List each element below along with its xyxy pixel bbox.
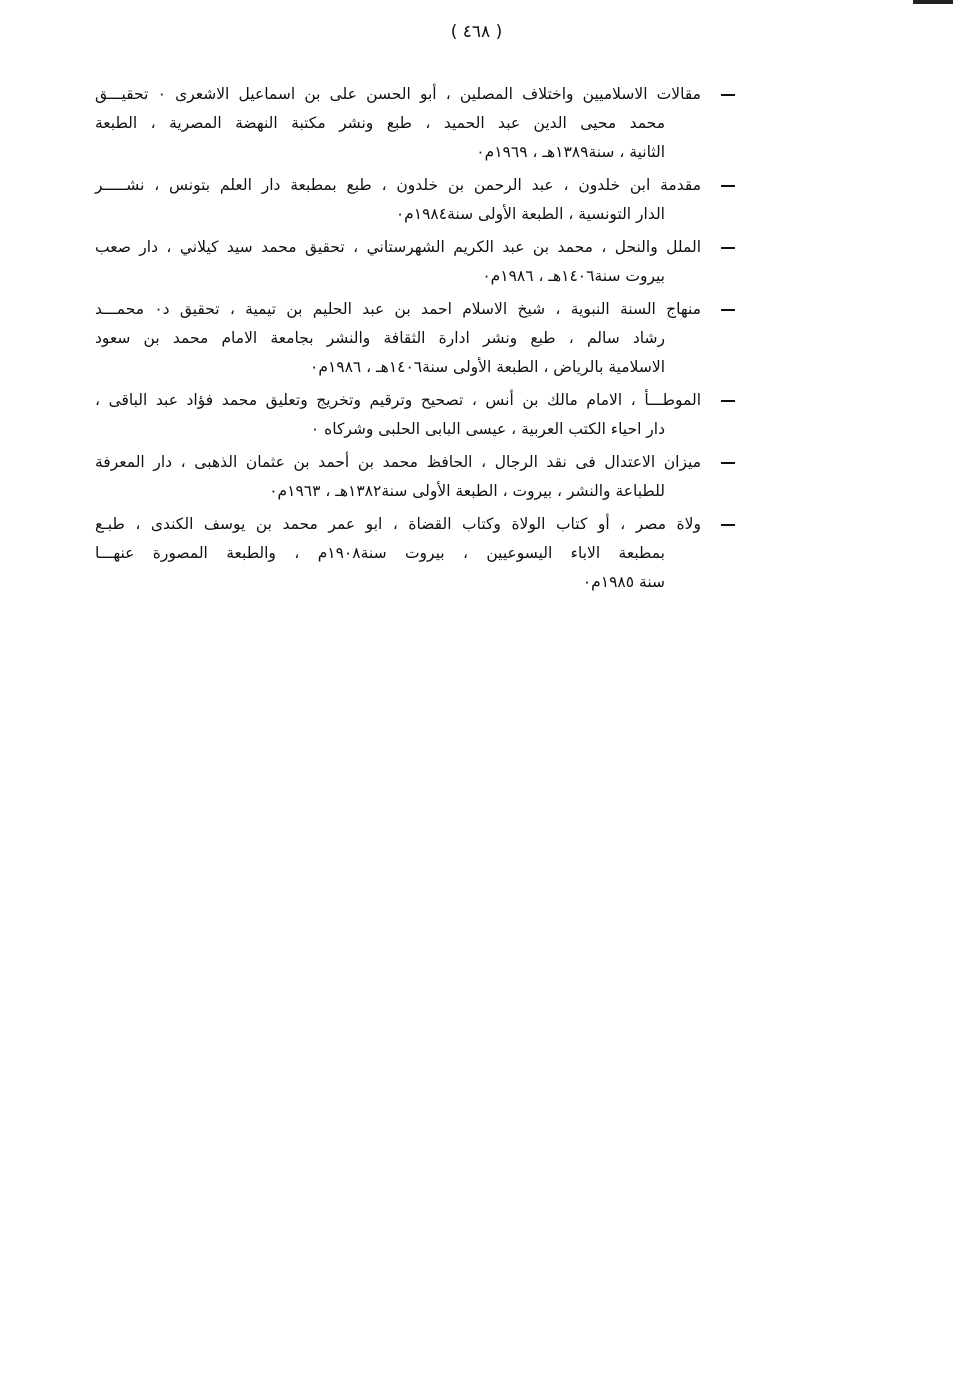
page-number: ( ٤٦٨ ) [450,22,503,42]
entry-line: رشاد سالم ، طبع ونشر ادارة الثقافة والنشر بجامعة الامام محمد بن سعود [95,329,665,347]
bibliography-entry [95,233,735,291]
entry-line: الاسلامية بالرياض ، الطبعة الأولى سنة١٤٠٦هـ ، ١٩٨٦م٠ [310,358,665,376]
entry-line: دار احياء الكتب العربية ، عيسى البابى الحلبى وشركاه ٠ [310,420,665,438]
entry-line: سنة ١٩٨٥م٠ [582,573,665,591]
entry-dash [721,94,735,96]
scan-edge-mark [913,0,953,4]
entry-line: محمد محيى الدين عبد الحميد ، طبع ونشر مكتبة النهضة المصرية ، الطبعة [95,114,665,132]
bibliography-entry [95,386,735,444]
entry-line: ميزان الاعتدال فى نقد الرجال ، الحافظ محمد بن أحمد بن عثمان الذهبى ، دار المعرفة [95,453,701,471]
entry-line: بيروت سنة١٤٠٦هـ ، ١٩٨٦م٠ [482,267,665,285]
entry-dash [721,524,735,526]
bibliography-entry [95,171,735,229]
bibliography-entry [95,448,735,506]
bibliography-list [95,80,735,601]
entry-line: الملل والنحل ، محمد بن عبد الكريم الشهرستاني ، تحقيق محمد سيد كيلاني ، دار صعب [95,238,701,256]
entry-dash [721,462,735,464]
entry-dash [721,185,735,187]
entry-line: مقدمة ابن خلدون ، عبد الرحمن بن خلدون ، طبع بمطبعة دار العلم بتونس ، نشـــــر [95,176,701,194]
bibliography-entry [95,80,735,167]
entry-line: منهاج السنة النبوية ، شيخ الاسلام احمد بن عبد الحليم بن تيمية ، تحقيق د٠ محمـــد [95,300,701,318]
entry-dash [721,309,735,311]
entry-line: الدار التونسية ، الطبعة الأولى سنة١٩٨٤م٠ [395,205,665,223]
entry-dash [721,400,735,402]
entry-line: الموطـــأ ، الامام مالك بن أنس ، تصحيح وترقيم وتخريج وتعليق محمد فؤاد عبد الباقى ، [95,391,701,409]
entry-line: الثانية ، سنة١٣٨٩هـ ، ١٩٦٩م٠ [476,143,665,161]
bibliography-entry [95,510,735,597]
entry-dash [721,247,735,249]
entry-line: للطباعة والنشر ، بيروت ، الطبعة الأولى سنة١٣٨٢هـ ، ١٩٦٣م٠ [269,482,665,500]
bibliography-entry [95,295,735,382]
entry-line: ولاة مصر ، أو كتاب الولاة وكتاب القضاة ، ابو عمر محمد بن يوسف الكندى ، طبـع [95,515,701,533]
entry-line: مقالات الاسلاميين واختلاف المصلين ، أبو الحسن على بن اسماعيل الاشعرى ٠ تحقيـــق [95,85,701,103]
entry-line: بمطبعة الاباء اليسوعيين ، بيروت سنة١٩٠٨م ، والطبعة المصورة عنهـــا [95,544,665,562]
